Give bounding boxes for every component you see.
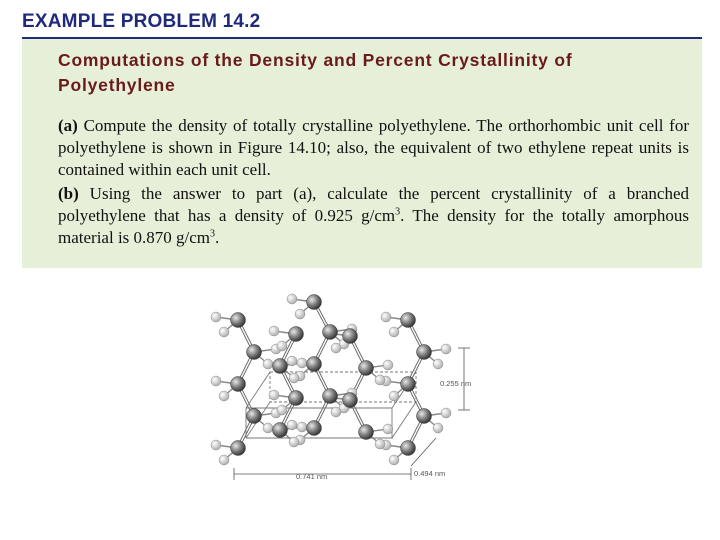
unit-cell-figure <box>196 288 486 493</box>
hydrogen-atom <box>269 326 279 336</box>
hydrogen-atom <box>389 455 399 465</box>
carbon-atom <box>343 393 358 408</box>
part-b-paragraph <box>58 183 689 249</box>
hydrogen-atom <box>219 391 229 401</box>
hydrogen-atom <box>375 439 385 449</box>
hydrogen-atom <box>277 341 287 351</box>
hydrogen-atom <box>289 373 299 383</box>
problem-panel <box>22 39 702 268</box>
carbon-atom <box>307 357 322 372</box>
hydrogen-atom <box>263 359 273 369</box>
part-a-label: (a) <box>58 116 78 135</box>
hydrogen-atom <box>219 455 229 465</box>
carbon-atom <box>359 361 374 376</box>
polyethylene-unit-cell-diagram <box>196 288 486 488</box>
atoms <box>211 294 451 465</box>
carbon-atom <box>289 391 304 406</box>
hydrogen-atom <box>297 358 307 368</box>
problem-title: Computations of the Density and Percent Crystallinity of Polyethylene <box>58 50 573 95</box>
carbon-atom <box>307 295 322 310</box>
part-a-text: Compute the density of totally crystalline polyethylene. The orthorhombic unit cell for polyethylene is shown in Figure 14.10; also, the equivalent of two ethylene repeat units is contained within each unit cell. <box>58 116 690 179</box>
carbon-atom <box>289 327 304 342</box>
carbon-atom <box>307 421 322 436</box>
hydrogen-atom <box>287 356 297 366</box>
dimension-label-depth: 0.494 nm <box>414 469 446 478</box>
carbon-atom <box>401 441 416 456</box>
hydrogen-atom <box>389 391 399 401</box>
hydrogen-atom <box>219 327 229 337</box>
hydrogen-atom <box>375 375 385 385</box>
hydrogen-atom <box>211 312 221 322</box>
carbon-atom <box>231 313 246 328</box>
hydrogen-atom <box>211 376 221 386</box>
carbon-atom <box>323 389 338 404</box>
hydrogen-atom <box>277 405 287 415</box>
depth-dimension-line <box>411 438 436 466</box>
part-b-sup-1: 3 <box>395 206 401 218</box>
hydrogen-atom <box>297 422 307 432</box>
carbon-atom <box>401 377 416 392</box>
carbon-atom <box>273 359 288 374</box>
carbon-atom <box>273 423 288 438</box>
carbon-atom <box>247 409 262 424</box>
carbon-atom <box>323 325 338 340</box>
hydrogen-atom <box>289 437 299 447</box>
carbon-atom <box>231 377 246 392</box>
cell-edge <box>246 372 270 408</box>
carbon-atom <box>417 409 432 424</box>
part-b-text-1: Using the answer to part (a), calculate the percent crystallinity of a branched polyethylene that has a density of 0.925 g/cm <box>58 184 689 225</box>
hydrogen-atom <box>287 294 297 304</box>
part-b-label: (b) <box>58 184 79 203</box>
hydrogen-atom <box>441 408 451 418</box>
hydrogen-atom <box>331 343 341 353</box>
part-a-paragraph <box>58 115 689 181</box>
hydrogen-atom <box>433 359 443 369</box>
example-header: EXAMPLE PROBLEM 14.2 <box>22 11 261 32</box>
carbon-atom <box>247 345 262 360</box>
hydrogen-atom <box>383 360 393 370</box>
part-b-text-2: . The density for the totally amorphous material is 0.870 g/cm <box>58 206 690 247</box>
carbon-atom <box>401 313 416 328</box>
carbon-atom <box>359 425 374 440</box>
carbon-atom <box>417 345 432 360</box>
hydrogen-atom <box>211 440 221 450</box>
hydrogen-atom <box>389 327 399 337</box>
part-b-text-3: . <box>215 228 220 247</box>
problem-body <box>58 115 689 251</box>
cell-edge <box>392 402 416 438</box>
hydrogen-atom <box>433 423 443 433</box>
hydrogen-atom <box>287 420 297 430</box>
hydrogen-atom <box>441 344 451 354</box>
carbon-atom <box>231 441 246 456</box>
hydrogen-atom <box>295 309 305 319</box>
hydrogen-atom <box>331 407 341 417</box>
dimension-label-height: 0.255 nm <box>440 379 472 388</box>
part-b-sup-2: 3 <box>210 228 216 240</box>
dimension-label-width: 0.741 nm <box>296 472 328 481</box>
hydrogen-atom <box>263 423 273 433</box>
hydrogen-atom <box>383 424 393 434</box>
hydrogen-atom <box>269 390 279 400</box>
hydrogen-atom <box>381 312 391 322</box>
carbon-atom <box>343 329 358 344</box>
